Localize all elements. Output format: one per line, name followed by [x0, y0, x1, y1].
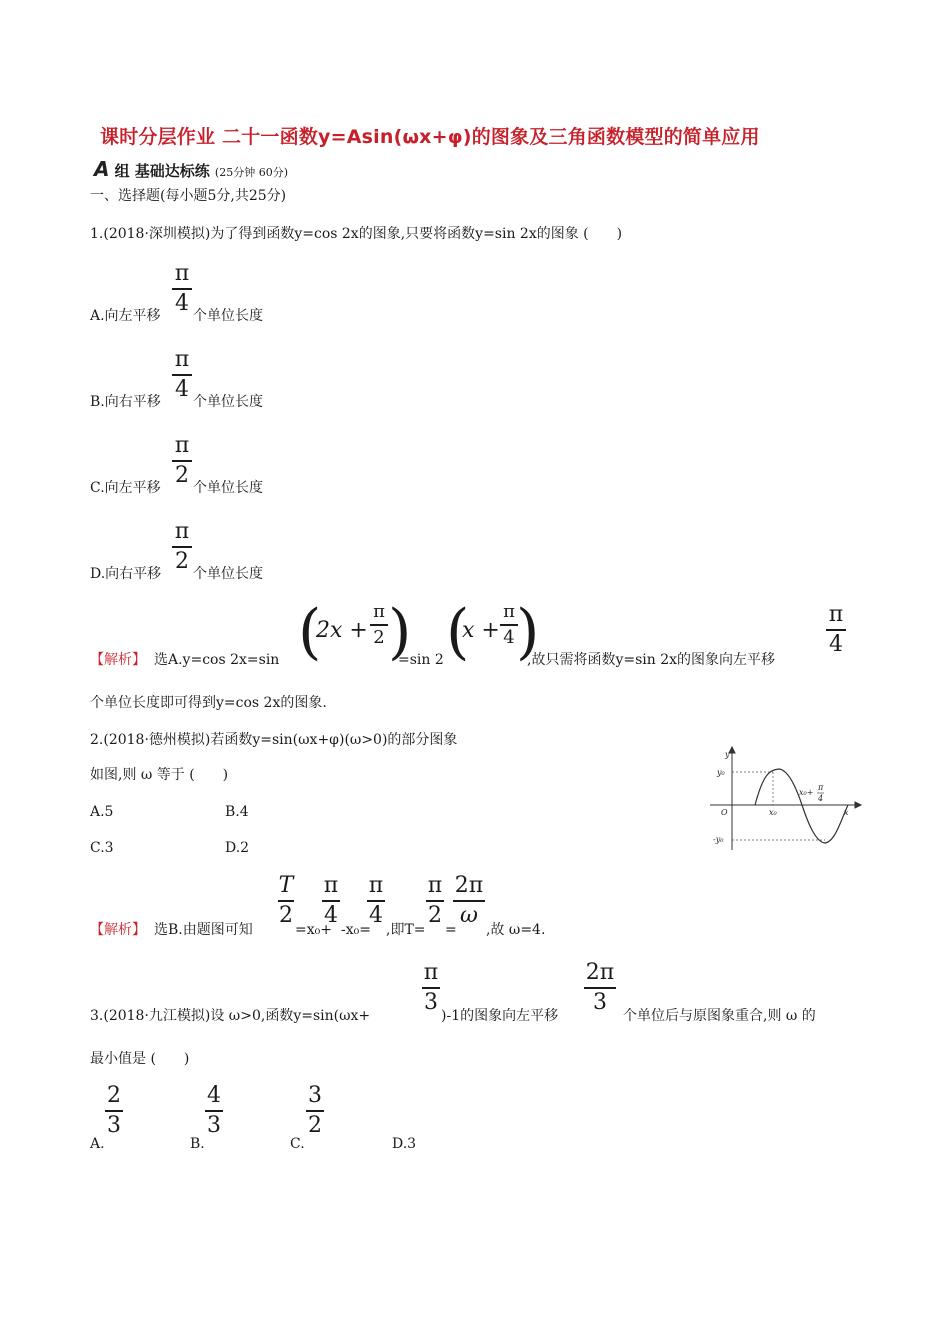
q1-stem: 1.(2018·深圳模拟)为了得到函数y=cos 2x的图象,只要将函数y=sin 2x的图象 ( ) [90, 226, 623, 242]
q2-stem: 如图,则 ω 等于 ( ) [90, 767, 229, 783]
section-heading: 一、选择题(每小题5分,共25分) [90, 188, 287, 204]
fraction: π 2 [172, 434, 192, 488]
option-prefix: A.向左平移 [90, 308, 161, 324]
option-label: B. [190, 1136, 205, 1152]
analysis-text: 个单位长度即可得到y=cos 2x的图象. [90, 695, 327, 711]
option-prefix: C.向左平移 [90, 480, 161, 496]
sine-graph [705, 745, 865, 855]
q3-stem: 3.(2018·九江模拟)设 ω>0,函数y=sin(ωx+ [90, 1008, 371, 1024]
option-suffix: 个单位长度 [193, 308, 263, 324]
fraction: 2π ω [454, 873, 484, 928]
q3-stem: 最小值是 ( ) [90, 1051, 190, 1067]
q3-option-d: D.3 [392, 1136, 417, 1152]
fraction: 2π 3 [585, 960, 615, 1015]
group-label: 组 基础达标练 [114, 162, 210, 180]
option-suffix: 个单位长度 [193, 480, 263, 496]
fraction: π 3 [423, 960, 439, 1015]
fraction: π 4 [172, 262, 192, 316]
fraction: π 2 [427, 873, 443, 928]
right-paren: ) [516, 597, 540, 667]
analysis-label: 【解析】 [90, 922, 146, 938]
analysis-text: ,故只需将函数y=sin 2x的图象向左平移 [527, 652, 776, 668]
graph-pi-label: π [818, 783, 824, 792]
analysis-text: ,即T= [386, 922, 426, 938]
graph-four-label: 4 [818, 794, 824, 803]
q2-option-a: A.5 [90, 804, 114, 820]
fraction: 4 3 [207, 1083, 221, 1138]
math-expr: 2x + [316, 618, 368, 643]
analysis-text: ,故 ω=4. [486, 922, 546, 938]
graph-origin-label: O [721, 808, 728, 817]
analysis-text: -x₀= [341, 922, 371, 938]
sine-curve [755, 769, 848, 843]
q2-option-d: D.2 [225, 840, 250, 856]
fraction: π 4 [500, 602, 518, 648]
fraction: T 2 [278, 873, 294, 928]
fraction: π 4 [368, 873, 384, 928]
option-label: C. [290, 1136, 305, 1152]
math-expr: x + [462, 618, 500, 643]
q2-stem: 2.(2018·德州模拟)若函数y=sin(ωx+φ)(ω>0)的部分图象 [90, 732, 458, 748]
page-title: 课时分层作业 二十一函数y=Asin(ωx+φ)的图象及三角函数模型的简单应用 [100, 126, 760, 148]
q3-stem: )-1的图象向左平移 [441, 1008, 559, 1024]
left-paren: ( [446, 597, 470, 667]
fraction: π 4 [172, 348, 192, 402]
option-label: A. [90, 1136, 105, 1152]
right-paren: ) [388, 597, 412, 667]
q3-stem: 个单位后与原图象重合,则 ω 的 [623, 1008, 816, 1024]
option-suffix: 个单位长度 [193, 394, 263, 410]
option-prefix: D.向右平移 [90, 566, 162, 582]
analysis-text: =sin 2 [398, 652, 444, 668]
group-letter: A [94, 157, 110, 181]
option-suffix: 个单位长度 [193, 566, 263, 582]
x-arrow [855, 802, 861, 808]
group-badge [94, 157, 288, 181]
fraction: π 2 [172, 520, 192, 574]
graph-x-label: x [844, 808, 849, 817]
analysis-text: 选A.y=cos 2x=sin [154, 652, 280, 668]
fraction: π 4 [826, 603, 846, 657]
fraction: π 2 [370, 602, 388, 648]
analysis-text: 选B.由题图可知 [154, 922, 253, 938]
left-paren: ( [298, 597, 322, 667]
q2-option-c: C.3 [90, 840, 114, 856]
graph-neg-y0-label: -y₀ [713, 835, 724, 844]
fraction: 2 3 [107, 1083, 121, 1138]
q2-option-b: B.4 [225, 804, 249, 820]
graph-y0-label: y₀ [717, 768, 725, 777]
graph-y-label: y [725, 750, 730, 759]
y-arrow [729, 747, 735, 753]
graph-x0-plus-label: x₀+ [799, 788, 814, 797]
fraction: π 4 [323, 873, 339, 928]
group-time: (25分钟 60分) [214, 166, 288, 179]
graph-x0-label: x₀ [769, 808, 777, 817]
option-prefix: B.向右平移 [90, 394, 161, 410]
analysis-label: 【解析】 [90, 652, 146, 668]
analysis-text: =x₀+ [295, 922, 332, 938]
analysis-text: = [445, 922, 457, 938]
fraction: 3 2 [308, 1083, 322, 1138]
